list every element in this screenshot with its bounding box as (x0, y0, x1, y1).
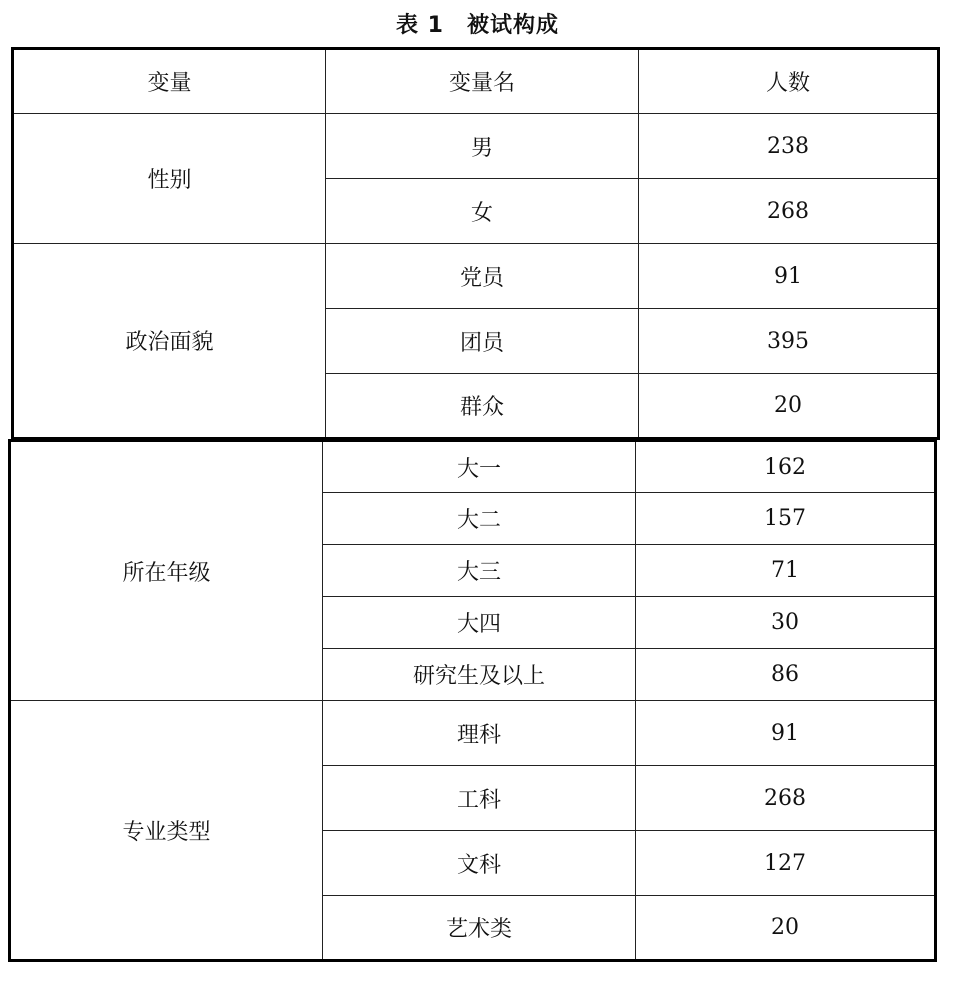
row-name: 群众 (326, 374, 639, 439)
row-name: 艺术类 (323, 896, 636, 961)
table-row (10, 441, 936, 493)
header-variable-name: 变量名 (326, 49, 639, 114)
table-row (13, 244, 939, 309)
row-count: 238 (639, 114, 939, 179)
row-name: 大一 (323, 441, 636, 493)
row-count: 86 (636, 649, 936, 701)
table-row (10, 701, 936, 766)
group-label-grade: 所在年级 (10, 441, 323, 701)
row-count: 91 (639, 244, 939, 309)
header-variable: 变量 (13, 49, 326, 114)
row-count: 395 (639, 309, 939, 374)
group-label-major: 专业类型 (10, 701, 323, 961)
row-name: 文科 (323, 831, 636, 896)
row-name: 男 (326, 114, 639, 179)
row-count: 127 (636, 831, 936, 896)
row-name: 女 (326, 179, 639, 244)
group-label-gender: 性别 (13, 114, 326, 244)
table-row (13, 114, 939, 179)
row-name: 团员 (326, 309, 639, 374)
row-count: 162 (636, 441, 936, 493)
table-caption: 表 1 被试构成 (396, 13, 559, 38)
row-name: 研究生及以上 (323, 649, 636, 701)
row-count: 268 (639, 179, 939, 244)
participant-table-part-2 (8, 439, 937, 962)
row-count: 20 (636, 896, 936, 961)
row-count: 71 (636, 545, 936, 597)
row-count: 268 (636, 766, 936, 831)
row-name: 大二 (323, 493, 636, 545)
row-name: 党员 (326, 244, 639, 309)
table-header-row (13, 49, 939, 114)
row-count: 30 (636, 597, 936, 649)
row-count: 157 (636, 493, 936, 545)
row-name: 工科 (323, 766, 636, 831)
row-name: 理科 (323, 701, 636, 766)
participant-table-part-1 (11, 47, 940, 440)
header-count: 人数 (639, 49, 939, 114)
row-name: 大三 (323, 545, 636, 597)
row-name: 大四 (323, 597, 636, 649)
row-count: 20 (639, 374, 939, 439)
row-count: 91 (636, 701, 936, 766)
group-label-political: 政治面貌 (13, 244, 326, 439)
